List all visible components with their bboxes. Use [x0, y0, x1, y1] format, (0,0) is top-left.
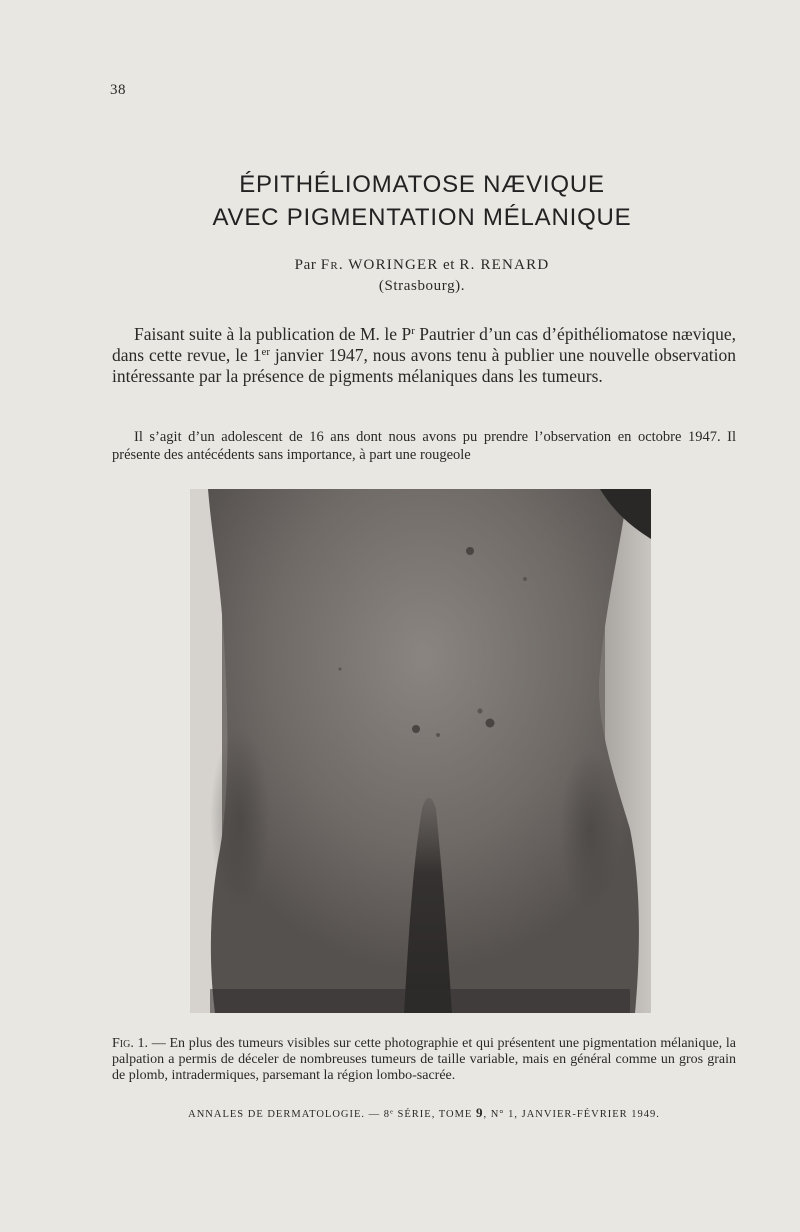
photograph-graphic [190, 489, 651, 1013]
author2-name: R. RENARD [459, 257, 550, 273]
case-paragraph: Il s’agit d’un adolescent de 16 ans dont nous avons pu prendre l’observation en octobre 1947. Il présente des antécédents sans importance, à part une rougeole [112, 429, 736, 463]
intro-text-3: janvier 1947, nous avons tenu à publier une nouvelle observation intéressante par la présence de pigments mélaniques dans les tumeurs. [112, 345, 736, 386]
figure-label: Fig. 1. [112, 1036, 149, 1051]
author1-name: WORINGER [348, 257, 439, 273]
title-line-2: AVEC PIGMENTATION MÉLANIQUE [212, 204, 632, 231]
intro-sup-2: er [261, 346, 270, 359]
intro-paragraph [112, 324, 736, 387]
title-line-1: ÉPITHÉLIOMATOSE NÆVIQUE [239, 171, 605, 198]
footer-volume: 9 [475, 1105, 484, 1120]
figure-caption-text: — En plus des tumeurs visibles sur cette photographie et qui présentent une pigmentation mélanique, la palpation a permis de déceler de nombreuses tumeurs de taille variable, mais en général comme un gros grain de plomb, intradermiques, parsemant la région lombo-sacrée. [112, 1036, 736, 1083]
authors-line [0, 255, 800, 276]
article-title [0, 168, 800, 234]
intro-sup-1: r [411, 325, 415, 338]
clinical-photograph [190, 489, 651, 1013]
footer-series: SÉRIE, TOME [393, 1109, 476, 1120]
figure-caption [112, 1036, 736, 1084]
authors-block [0, 255, 800, 297]
journal-footer [0, 1105, 800, 1121]
page-number: 38 [110, 82, 126, 98]
author1-initial: Fr. [320, 257, 344, 273]
footer-series-sup: e [390, 1108, 394, 1116]
footer-issue: , N° 1, JANVIER-FÉVRIER 1949. [483, 1109, 660, 1120]
footer-journal: ANNALES DE DERMATOLOGIE. — 8 [188, 1109, 391, 1120]
intro-text-1: Faisant suite à la publication de M. le P [134, 324, 412, 344]
affiliation: (Strasbourg). [378, 278, 466, 294]
intro-text-2: Pautrier d’un cas d’épithéliomatose nævique, dans cette revue, le 1 [112, 324, 736, 365]
authors-prefix: Par [294, 257, 317, 273]
authors-and: et [442, 257, 456, 273]
